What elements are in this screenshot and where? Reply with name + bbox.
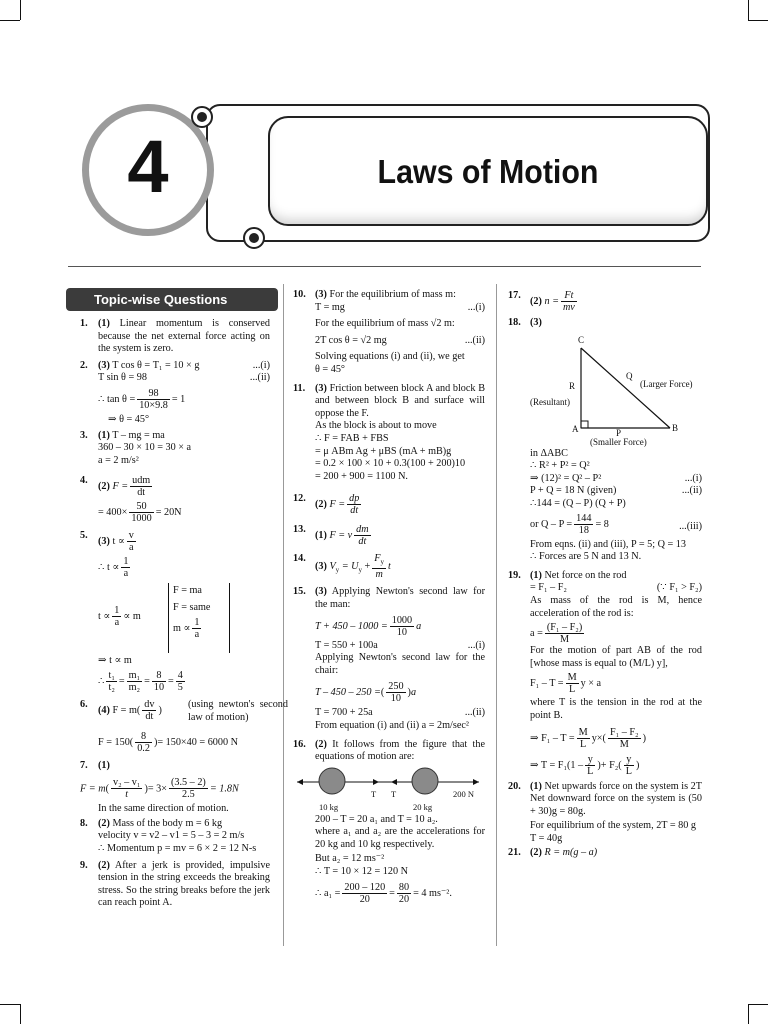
- question-number: 2.: [80, 359, 88, 371]
- answer-option: (2): [530, 847, 542, 859]
- answer-2: 2. (3) T cos θ = T₁ = 10 × g ...(i) T sin θ = 98 ...(ii) ∴ tan θ = $\frac{98}{10\times 9.8}$ = 1 ⇒ θ = 45°: [80, 359, 270, 425]
- fraction: $\frac{F_y}{m}$: [374, 553, 385, 581]
- column-divider: [283, 284, 284, 946]
- crop-mark: [0, 1004, 20, 1005]
- fraction: $\frac{1000}{10}$: [391, 614, 413, 638]
- section-banner: Topic-wise Questions: [66, 288, 278, 311]
- question-number: 21.: [508, 847, 521, 859]
- force-label: 200 N: [453, 788, 475, 799]
- question-number: 3.: [80, 429, 88, 441]
- arrow-right-icon: [473, 779, 479, 785]
- question-number: 5.: [80, 530, 88, 542]
- answer-text: Linear momentum is conserved because the net external force acting on the system is zero.: [98, 318, 270, 355]
- question-number: 6.: [80, 698, 88, 710]
- answer-7: 7. (1) F = m( $\frac{\text{v₂ – v₁}}{t}$ )= 3× $\frac{(3.5 - 2)}{2.5}$ = 1.8N In the same direction of motion.: [80, 759, 239, 815]
- fraction: $\frac{dv}{dt}$: [144, 698, 155, 722]
- question-number: 7.: [80, 759, 88, 771]
- question-number: 12.: [293, 493, 306, 505]
- answer-16: 16. (2) It follows from the figure that the equations of motion are: T T 200 N 10 kg 20 kg 200 – T = 20 a₁ and T = 10 a₂. where a₁ and a₂ are the accelerations for 20 kg and 10 kg respectively. But a₂ = 12 ms⁻² ∴ T = 10 × 12 = 120 N ∴ a₁ = $\frac{200 - 120}{20}$ = $\frac{80}{20}$ = 4 ms⁻².: [293, 738, 485, 905]
- mass-10kg-ball: [319, 768, 345, 794]
- force-label: (Smaller Force): [590, 436, 647, 447]
- question-number: 10.: [293, 289, 306, 300]
- arrow-icon: [391, 779, 397, 785]
- equation: a = 2 m/s²: [98, 454, 139, 466]
- crop-mark: [748, 1004, 749, 1024]
- answer-option: (3): [98, 359, 110, 371]
- mass-label: 20 kg: [413, 801, 433, 812]
- question-number: 19.: [508, 569, 521, 581]
- crop-mark: [748, 0, 749, 20]
- fraction: $\frac{y}{L}$: [625, 753, 632, 777]
- answer-15: 15. (3) Applying Newton's second law for the man: T + 450 – 1000 = $\frac{1000}{10}$ a T = 550 + 100a ...(i) Applying Newton's second law for the chair: T – 450 – 250 =( $\frac{250}{10}$ )a T = 700 + 25a ...(ii) From equation (i) and (ii) a = 2m/sec²: [293, 586, 485, 731]
- chapter-number: 4: [127, 125, 169, 208]
- crop-mark: [0, 20, 20, 21]
- equation: ⇒ t ∝ m: [98, 655, 132, 667]
- fraction: $\frac{\text{F₁ – F₂}}{M}$: [609, 726, 639, 750]
- answer-option: (3): [315, 382, 327, 394]
- equation: T cos θ = T₁ = 10 × g: [112, 359, 200, 371]
- fraction: $\frac{8}{0.2}$: [137, 730, 150, 754]
- arrow-icon: [373, 779, 379, 785]
- vertex-label: B: [672, 422, 679, 433]
- question-number: 14.: [293, 553, 306, 565]
- column-2: [293, 289, 485, 905]
- answer-option: (1): [98, 318, 110, 329]
- vertex-label: C: [578, 334, 585, 345]
- question-number: 13.: [293, 524, 306, 536]
- answer-option: (3): [315, 289, 327, 300]
- answer-17: 17. (2) n = $\frac{Ft}{mv}$: [508, 290, 575, 313]
- bracket-box: F = ma F = same m ∝ $\frac{1}{a}$: [168, 583, 230, 653]
- question-number: 1.: [80, 318, 88, 329]
- fraction: $\frac{\text{v₂ – v₁}}{t}$: [112, 776, 141, 800]
- answer-1: [80, 318, 270, 356]
- mass-label: 10 kg: [319, 801, 339, 812]
- fraction: $\frac{80}{20}$: [398, 881, 410, 905]
- fraction: $\frac{\text{t₁}}{\text{t₂}}$: [108, 669, 115, 693]
- answer-option: (3): [315, 561, 327, 573]
- answer-13: 13. (1) F = v $\frac{dm}{dt}$: [293, 524, 369, 548]
- question-number: 11.: [293, 382, 306, 394]
- fraction: $\frac{98}{10\times 9.8}$: [139, 387, 168, 411]
- fraction: $\frac{200 - 120}{20}$: [344, 881, 386, 905]
- header-divider: [68, 266, 701, 267]
- answer-19: 19. (1) Net force on the rod = F₁ – F₂ (∵ F₁ > F₂) As mass of the rod is M, hence acceleration of the rod is: a = $\frac{\text{(F₁ – F₂)}}{M}$ For the motion of part AB of the rod [whose mass is equal to (M/L) y], F₁ – T = $\frac{M}{L}$ y × a where T is the tension in the rod at the point B. ⇒ F₁ – T = $\frac{M}{L}$ y×( $\frac{\text{F₁ – F₂}}{M}$ ) ⇒ T = F₁(1 – $\frac{y}{L}$ )+ F₂( $\frac{y}{L}$ ): [508, 569, 702, 777]
- side-label: P: [616, 427, 622, 438]
- column-divider: [496, 284, 497, 946]
- fraction: $\frac{1}{a}$: [123, 556, 129, 580]
- masses-diagram: [293, 764, 485, 814]
- mass-20kg-ball: [412, 768, 438, 794]
- fraction: $\frac{\text{udm}}{dt}$: [132, 475, 151, 499]
- fraction: $\frac{\text{m₁}}{\text{m₂}}$: [128, 669, 141, 693]
- vertex-label: A: [572, 423, 579, 434]
- answer-3: [80, 430, 270, 468]
- answer-9: [80, 860, 270, 910]
- equation-tag: ...(i): [252, 359, 270, 371]
- answer-option: (1): [98, 759, 110, 771]
- answer-option: (2): [315, 499, 327, 511]
- answer-4: 4. (2) F = $\frac{\text{udm}}{dt}$ = 400× $\frac{50}{1000}$ = 20N: [80, 475, 182, 525]
- answer-option: (2): [530, 295, 542, 307]
- crop-mark: [748, 20, 768, 21]
- question-number: 15.: [293, 586, 306, 598]
- arrow-left-icon: [297, 779, 303, 785]
- answer-option: (3): [530, 317, 542, 328]
- chapter-title: Laws of Motion: [377, 153, 599, 190]
- crop-mark: [20, 0, 21, 20]
- question-number: 9.: [80, 859, 88, 871]
- fraction: $\frac{dp}{dt}$: [349, 493, 360, 517]
- question-number: 4.: [80, 475, 88, 487]
- fraction: $\frac{M}{L}$: [578, 726, 588, 750]
- equation: T – mg = ma: [112, 429, 165, 441]
- fraction: $\frac{1}{a}$: [114, 605, 120, 629]
- triangle-diagram: [508, 330, 702, 447]
- column-1: [80, 318, 288, 910]
- answer-option: (2): [315, 738, 327, 750]
- answer-option: (1): [315, 530, 327, 542]
- column-3: [508, 290, 702, 860]
- answer-12: 12. (2) F = $\frac{dp}{dt}$: [293, 493, 360, 517]
- answer-14: 14. (3) $V_y = U_y$ + $\frac{F_y}{m}$ t: [293, 553, 391, 581]
- answer-5: 5. (3) t ∝ $\frac{v}{a}$ ∴ t ∝ $\frac{1}{a}$ t ∝ $\frac{1}{a}$ ∝ m F = ma F = same m ∝ $\frac{1}{a}$ ⇒ t ∝ m ∴ $\frac{\text{t₁}}{\text{t₂}}$ = $\frac{\text{m₁}}{\text{m₂}}$ = $\frac{8}{10}$ = $\frac{4}{5}$: [80, 530, 270, 693]
- answer-21: 21. (2) R = m(g – a): [508, 847, 598, 859]
- answer-option: (3): [98, 536, 110, 548]
- force-label: (Larger Force): [640, 378, 693, 389]
- answer-option: (2): [98, 859, 110, 871]
- question-number: 20.: [508, 780, 521, 792]
- answer-option: (4): [98, 704, 110, 716]
- answer-option: (2): [98, 481, 110, 493]
- decorative-dot: [191, 106, 213, 128]
- fraction: $\frac{y}{L}$: [587, 753, 594, 777]
- equation-tag: ...(ii): [249, 372, 270, 384]
- side-label: R: [569, 380, 576, 391]
- equation: ∴ tan θ =: [98, 393, 136, 405]
- answer-option: (1): [98, 429, 110, 441]
- answer-text: After a jerk is provided, impulsive tension in the string exceeds the breaking stress. So the string breaks before the jerk can reach point A.: [98, 859, 271, 909]
- fraction: $\frac{dm}{dt}$: [356, 524, 369, 548]
- equation: T sin θ = 98: [98, 372, 147, 384]
- question-number: 8.: [80, 817, 88, 829]
- decorative-dot: [243, 227, 265, 249]
- question-number: 16.: [293, 738, 306, 750]
- side-label: Q: [626, 370, 633, 381]
- answer-11: 11. (3) Friction between block A and block B and between block B and surface will oppose the F. As the block is about to move ∴ F = FAB + FBS = μ ABm Ag + μBS (mA + mB)g = 0.2 × 100 × 10 + 0.3(100 + 200)10 = 200 + 900 = 1100 N.: [293, 382, 486, 482]
- answer-option: (3): [315, 586, 327, 598]
- equation: ⇒ θ = 45°: [108, 413, 150, 425]
- crop-mark: [748, 1004, 768, 1005]
- fraction: $\frac{1}{a}$: [194, 616, 200, 640]
- answer-8: 8. (2) Mass of the body m = 6 kg velocity v = v2 – v1 = 5 – 3 = 2 m/s ∴ Momentum p = mv = 6 × 2 = 12 N-s: [80, 817, 257, 854]
- answer-option: (2): [98, 817, 110, 829]
- fraction: $\frac{v}{a}$: [128, 530, 134, 554]
- fraction: $\frac{\text{(F₁ – F₂)}}{M}$: [546, 622, 583, 646]
- fraction: $\frac{50}{1000}$: [131, 501, 152, 525]
- fraction: $\frac{Ft}{mv}$: [562, 290, 575, 313]
- answer-10: 10. (3) For the equilibrium of mass m: T = mg ...(i) For the equilibrium of mass √2 m: 2T cos θ = √2 mg ...(ii) Solving equations (i) and (ii), we get θ = 45°: [293, 289, 485, 375]
- question-number: 18.: [508, 317, 521, 328]
- fraction: $\frac{(3.5 - 2)}{2.5}$: [171, 777, 206, 801]
- answer-6: 6. (4) F = m( $\frac{dv}{dt}$ ) (using newton's second law of motion) F = 150( $\frac{8}{0.2}$ )= 150×40 = 6000 N: [80, 698, 288, 754]
- question-number: 17.: [508, 290, 521, 301]
- equation: 360 – 30 × 10 = 30 × a: [98, 442, 192, 454]
- force-label: (Resultant): [530, 396, 570, 407]
- fraction: $\frac{144}{18}$: [576, 512, 592, 536]
- fraction: $\frac{8}{10}$: [153, 669, 165, 693]
- fraction: $\frac{M}{L}$: [567, 672, 577, 696]
- tension-label: T: [371, 788, 377, 799]
- answer-option: (1): [530, 569, 542, 581]
- crop-mark: [20, 1004, 21, 1024]
- answer-option: (1): [530, 780, 542, 792]
- answer-20: 20. (1) Net upwards force on the system is 2T Net downward force on the system is (50 + 30)g = 80g. For equilibrium of the system, 2T = 80 g T = 40g: [508, 780, 703, 844]
- tension-label: T: [391, 788, 397, 799]
- answer-18: 18. (3) C R Q (Larger Force) (Resultant) A P B (Smaller Force) in ΔABC ∴ R² + P² = Q² ⇒ (12)² = Q² – P² ...(i) P + Q = 18 N (given) ...(ii) ∴144 = (Q – P) (Q + P) or Q – P = $\frac{144}{18}$ = 8 ...(iii) From eqns. (ii) and (iii), P = 5; Q = 13 ∴ Forces are 5 N and 13 N.: [508, 317, 702, 563]
- right-angle-mark: [581, 421, 588, 428]
- fraction: $\frac{4}{5}$: [177, 669, 183, 693]
- fraction: $\frac{250}{10}$: [388, 681, 404, 705]
